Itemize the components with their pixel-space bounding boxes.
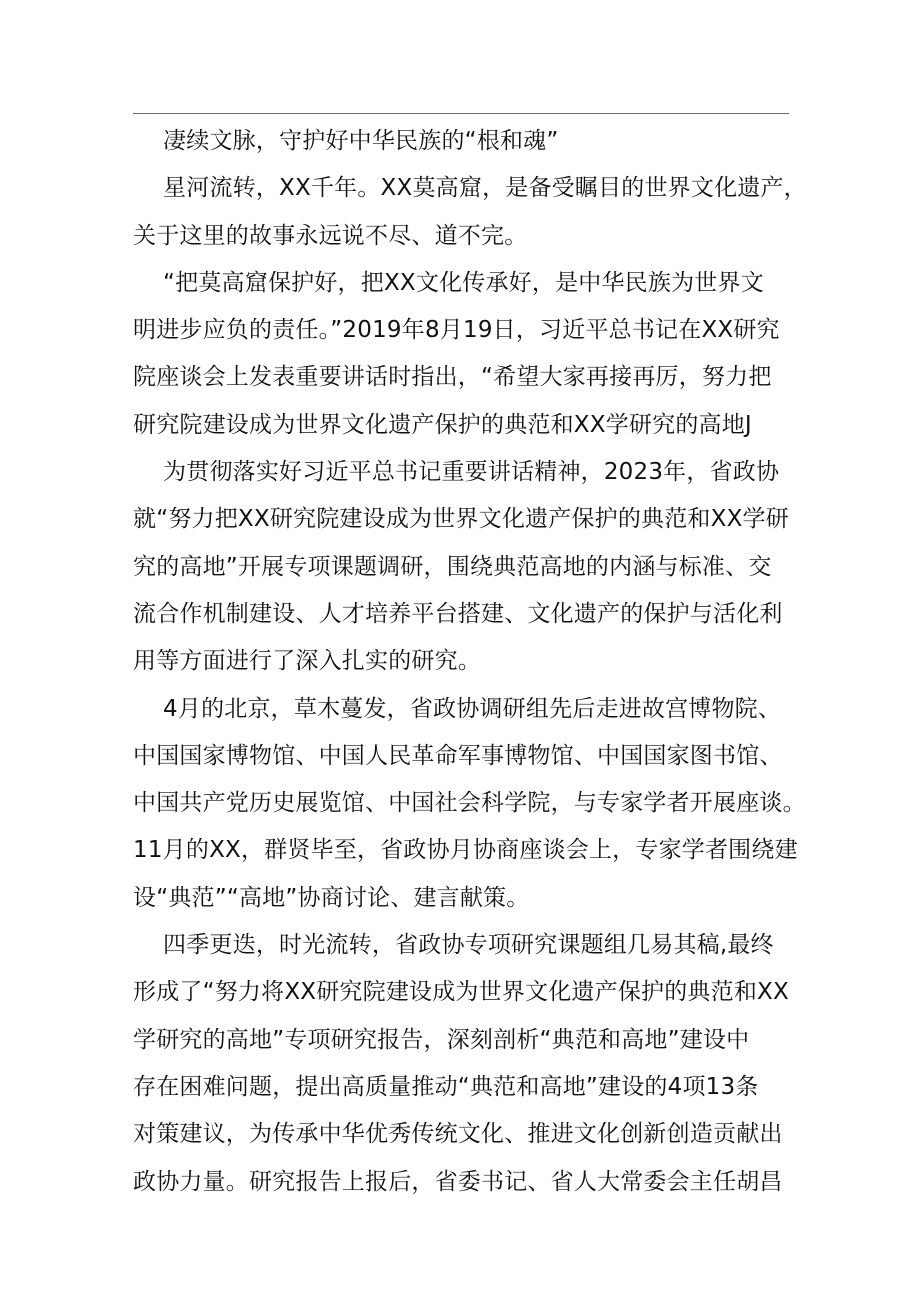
paragraph-line: 存在困难问题，提出高质量推动“典范和高地”建设的4项13条 (133, 1073, 759, 1100)
paragraph-line: 四季更迭，时光流转，省政协专项研究课题组几易其稿,最终 (133, 932, 774, 959)
paragraph-line: 究的高地”开展专项课题调研，围绕典范高地的内涵与标准、交 (133, 553, 772, 580)
body-text (133, 118, 807, 1206)
paragraph-line: 政协力量。研究报告上报后，省委书记、省人大常委会主任胡昌 (133, 1168, 783, 1195)
paragraph-line: 明进步应负的责任。”2019年8月19日，习近平总书记在XX研究 (133, 317, 780, 344)
paragraph-line: 设“典范”“高地”协商讨论、建言献策。 (133, 884, 530, 911)
paragraph-line: 形成了“努力将XX研究院建设成为世界文化遗产保护的典范和XX (133, 979, 789, 1006)
paragraph-line: 研究院建设成为世界文化遗产保护的典范和XX学研究的高地J (133, 411, 752, 438)
paragraph-line: 11月的XX，群贤毕至，省政协月协商座谈会上，专家学者围绕建 (133, 837, 798, 864)
paragraph-line: 院座谈会上发表重要讲话时指出，“希望大家再接再厉，努力把 (133, 364, 772, 391)
paragraph-line: 用等方面进行了深入扎实的研究。 (133, 648, 481, 675)
paragraph-line: 学研究的高地”专项研究报告，深刻剖析“典范和高地”建设中 (133, 1026, 750, 1053)
paragraph-line: 关于这里的故事永远说不尽、道不完。 (133, 222, 528, 249)
paragraph-line: 就“努力把XX研究院建设成为世界文化遗产保护的典范和XX学研 (133, 506, 789, 533)
paragraph-line: 中国国家博物馆、中国人民革命军事博物馆、中国国家图书馆、 (133, 742, 783, 769)
paragraph-line: 流合作机制建设、人才培养平台搭建、文化遗产的保护与活化利 (133, 600, 783, 627)
header-rule (133, 113, 789, 114)
paragraph-line: “把莫高窟保护好，把XX文化传承好，是中华民族为世界文 (133, 269, 764, 296)
title-line: 凄续文脉，守护好中华民族的“根和魂” (133, 128, 559, 154)
paragraph-line: 4月的北京，草木蔓发，省政协调研组先后走进故宫博物院、 (133, 695, 782, 722)
paragraph-line: 为贯彻落实好习近平总书记重要讲话精神，2023年，省政协 (133, 459, 780, 486)
paragraph-line: 星河流转，XX千年。XX莫高窟，是备受瞩目的世界文化遗产， (133, 175, 807, 202)
paragraph-line: 中国共产党历史展览馆、中国社会科学院，与专家学者开展座谈。 (133, 790, 806, 817)
paragraph-line: 对策建议，为传承中华优秀传统文化、推进文化创新创造贡献出 (133, 1121, 783, 1148)
